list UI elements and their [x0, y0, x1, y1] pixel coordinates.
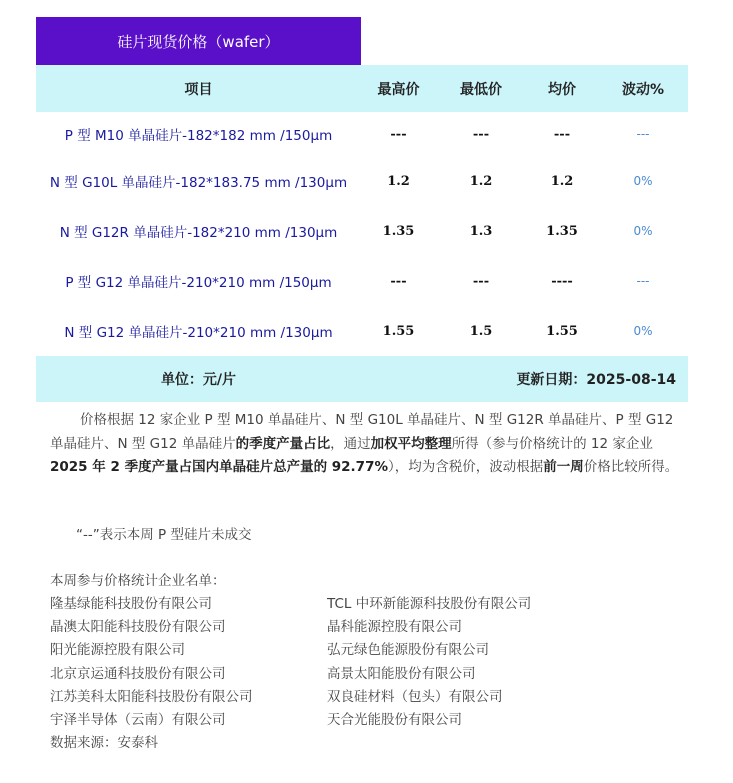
header-high: 最高价 [377, 81, 420, 98]
company-name: 隆基绿能科技股份有限公司 [50, 596, 212, 612]
company-name: 天合光能股份有限公司 [327, 711, 462, 728]
para-text: 价格根据 12 家企业 P 型 M10 单晶硅片、N 型 G10L 单晶硅片、N 型 G12R 单晶硅片、P 型 G12 单晶硅片、N 型 G12 单晶硅片 [50, 412, 674, 452]
company-name: 阳光能源控股有限公司 [50, 642, 185, 659]
row-change: 0% [633, 224, 653, 238]
row-change: 0% [633, 324, 653, 338]
row-high: 1.55 [382, 323, 415, 339]
para-bold: 的季度产量占比 [235, 435, 331, 452]
row-item: P 型 G12 单晶硅片-210*210 mm /150μm [65, 275, 332, 291]
header-item: 项目 [184, 81, 213, 98]
table-footer [36, 356, 688, 402]
para-bold: 2025 年 2 季度产量占国内单晶硅片总产量的 92.77% [50, 459, 388, 475]
row-avg: 1.2 [550, 173, 574, 189]
company-name: 弘元绿色能源股份有限公司 [327, 642, 489, 659]
row-change: 0% [633, 174, 653, 188]
para-text: 所得（参与价格统计的 12 家企业 [451, 435, 653, 452]
row-high: --- [390, 126, 407, 142]
para-bold: 加权平均整理 [370, 435, 452, 452]
table-header [36, 65, 688, 112]
company-name: 高景太阳能股份有限公司 [327, 665, 476, 682]
table-row [36, 112, 688, 156]
row-high: 1.35 [382, 223, 415, 239]
unit-label: 单位：元/片 [160, 372, 237, 388]
header-avg: 均价 [548, 81, 576, 98]
row-low: 1.5 [469, 323, 493, 339]
para-text: ），均为含税价，波动根据 [388, 459, 544, 475]
row-change: --- [636, 127, 650, 141]
row-avg: 1.55 [546, 323, 578, 339]
row-avg: 1.35 [546, 223, 578, 239]
para-text: ，通过 [330, 435, 371, 452]
table-row [36, 206, 688, 256]
table-row [36, 256, 688, 306]
methodology-paragraph [50, 409, 690, 480]
row-avg: ---- [551, 273, 573, 289]
company-list [50, 570, 690, 755]
tab-wafer-spot-price[interactable] [36, 17, 361, 65]
row-change: --- [636, 274, 650, 288]
table-row [36, 156, 688, 206]
row-low: --- [472, 273, 490, 289]
company-name: 晶科能源控股有限公司 [327, 619, 462, 636]
para-text: 价格比较所得。 [583, 459, 679, 475]
header-low: 最低价 [460, 81, 502, 98]
company-grid [50, 593, 690, 732]
row-item: N 型 G12 单晶硅片-210*210 mm /130μm [64, 325, 333, 341]
company-name: 双良硅材料（包头）有限公司 [327, 688, 503, 705]
company-name: 晶澳太阳能科技股份有限公司 [50, 619, 226, 636]
no-trade-note: “--”表示本周 P 型硅片未成交 [76, 527, 252, 543]
company-list-title: 本周参与价格统计企业名单： [50, 573, 226, 589]
row-item: P 型 M10 单晶硅片-182*182 mm /150μm [64, 128, 333, 144]
row-high: --- [390, 273, 407, 289]
row-avg: --- [553, 126, 571, 142]
data-source: 数据来源：安泰科 [50, 735, 158, 752]
row-low: --- [472, 126, 490, 142]
company-name: 江苏美科太阳能科技股份有限公司 [50, 688, 253, 705]
row-item: N 型 G12R 单晶硅片-182*210 mm /130μm [59, 225, 338, 241]
para-bold: 前一周 [543, 459, 584, 475]
row-low: 1.3 [469, 223, 493, 239]
row-high: 1.2 [387, 173, 410, 189]
table-row [36, 306, 688, 356]
row-item: N 型 G10L 单晶硅片-182*183.75 mm /130μm [49, 175, 348, 191]
update-date: 更新日期：2025-08-14 [516, 372, 676, 388]
price-table [36, 65, 688, 402]
row-low: 1.2 [469, 173, 493, 189]
tab-title: 硅片现货价格（wafer） [117, 32, 280, 51]
header-change: 波动% [621, 81, 665, 98]
company-name: 北京京运通科技股份有限公司 [50, 665, 226, 682]
company-name: TCL 中环新能源科技股份有限公司 [327, 596, 532, 612]
company-name: 宇泽半导体（云南）有限公司 [50, 711, 226, 728]
